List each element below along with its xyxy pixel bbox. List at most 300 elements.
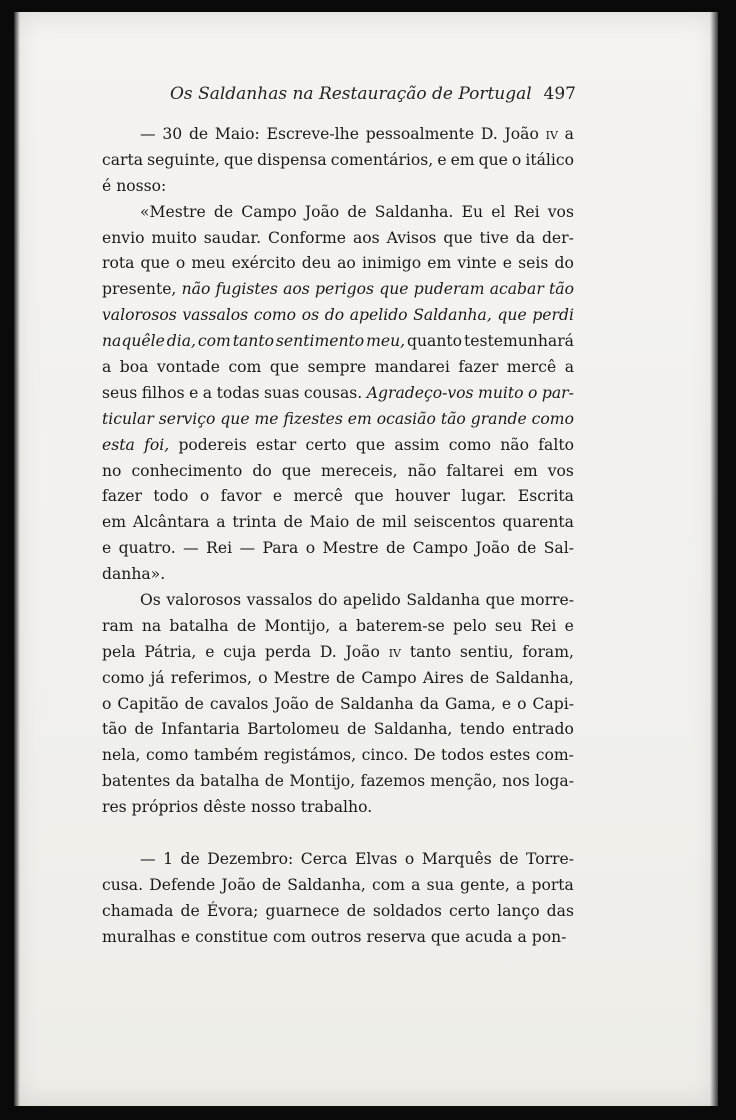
word: Conforme (268, 228, 347, 247)
word: que (269, 358, 300, 377)
text-line (102, 433, 574, 459)
word: de (386, 539, 406, 558)
word: que (478, 150, 508, 169)
word: de (335, 668, 356, 687)
word: Rei (513, 202, 540, 221)
word: cavalos (209, 694, 269, 713)
word: como (253, 306, 297, 325)
word: Alcântara (132, 513, 210, 532)
word: menção, (430, 772, 497, 791)
word: não (407, 461, 437, 480)
text-line (102, 148, 574, 174)
word: deu (301, 254, 332, 273)
word: já (150, 668, 165, 687)
word: comentários, (330, 150, 434, 169)
text-line (102, 795, 574, 821)
word: presente, (102, 280, 177, 299)
word: Torre- (526, 850, 574, 869)
word: filhos (141, 383, 185, 402)
text-line (102, 640, 574, 666)
word: Montijo, (264, 616, 331, 635)
word: João (475, 539, 510, 558)
running-title: Os Saldanhas na Restauração de Portugal (170, 84, 532, 104)
word: testemunhará (463, 332, 574, 351)
word: apelido (342, 591, 401, 610)
word: a (564, 358, 574, 377)
word: cousas. (303, 383, 363, 402)
text-line (102, 588, 574, 614)
word: Campo (361, 668, 417, 687)
word: em (102, 513, 127, 532)
word: tendo (459, 720, 505, 739)
word: entrado (512, 720, 574, 739)
word: nos (502, 772, 530, 791)
word: esta (102, 435, 135, 454)
word: grande (470, 409, 527, 428)
word: trinta (232, 513, 277, 532)
word: Escreve-lhe (266, 125, 359, 143)
word: itálico (525, 150, 574, 169)
word: tão (102, 720, 127, 739)
word: de (134, 720, 154, 739)
word: suas (264, 383, 300, 402)
word: e (205, 642, 215, 661)
word: fazer (458, 358, 499, 377)
word: Évora; (206, 901, 259, 920)
word: Defende (149, 875, 216, 894)
word: batentes (102, 772, 171, 791)
word: lanço (497, 901, 540, 920)
word: sentimento (275, 332, 365, 351)
word: mandarei (374, 358, 450, 377)
word: — (140, 125, 156, 143)
word: que (485, 591, 515, 610)
word: vos (547, 202, 574, 221)
word: Campo (241, 202, 297, 221)
word: el (491, 202, 506, 221)
word: do (252, 461, 272, 480)
word: cusa. (102, 875, 144, 894)
paragraph (102, 588, 574, 821)
word: de (314, 694, 334, 713)
word: De (413, 746, 436, 765)
word: carta (102, 150, 144, 169)
word: quatro. (118, 539, 176, 558)
word: de (236, 616, 257, 635)
word: pelo (453, 616, 487, 635)
word: Saldanha, (413, 306, 492, 325)
word: em (450, 150, 475, 169)
word: de (180, 901, 200, 920)
text-line (102, 899, 574, 925)
word: Sal- (543, 539, 574, 558)
text-line (102, 847, 574, 873)
word: envio (102, 228, 145, 247)
word: que (281, 461, 311, 480)
word: valorosos (166, 591, 242, 610)
word: perdi (532, 306, 574, 325)
text-line (102, 873, 574, 899)
word: Saldanha. (374, 202, 454, 221)
word: D. (319, 642, 337, 661)
word: pessoalmente (365, 125, 475, 143)
word: 30 (162, 125, 183, 143)
word: o (258, 668, 268, 687)
word: que (354, 487, 384, 506)
word: e (502, 254, 513, 273)
word: — (183, 539, 199, 558)
word: como (448, 435, 491, 454)
word: batalha (169, 616, 229, 635)
word: foram, (522, 642, 574, 661)
word: guarnece (265, 901, 340, 920)
word: vontade (156, 358, 220, 377)
word: meu (191, 254, 226, 273)
text-line (102, 743, 574, 769)
word: Dezembro: (207, 850, 294, 869)
word: sentiu, (459, 642, 514, 661)
word: também (193, 746, 259, 765)
word: Aires (422, 668, 464, 687)
word: mercê (506, 358, 557, 377)
text-line (102, 303, 574, 329)
text-line (102, 536, 574, 562)
word: — (239, 539, 256, 558)
word: Para (262, 539, 299, 558)
word: Campo (412, 539, 469, 558)
word: res (102, 798, 127, 817)
word: na (141, 616, 162, 635)
word: de (499, 850, 519, 869)
word: Elvas (354, 850, 398, 869)
word: mercê (293, 487, 343, 506)
word: de (184, 694, 204, 713)
word: vinte (457, 254, 497, 273)
word: de (356, 513, 376, 532)
word: «Mestre (140, 202, 206, 221)
word: que (379, 280, 409, 299)
word: e (189, 383, 199, 402)
word: Maio (309, 513, 350, 532)
word: os (301, 306, 320, 325)
word: João (274, 694, 309, 713)
word: do (318, 591, 338, 610)
word: der- (541, 228, 574, 247)
word: a (102, 358, 112, 377)
word: de (517, 539, 537, 558)
word: fazer (102, 487, 142, 506)
word: todos (440, 746, 484, 765)
word: serviço (158, 409, 216, 428)
word: de (264, 772, 284, 791)
word: todo (153, 487, 189, 506)
word: do (324, 306, 345, 325)
word: Bartolomeu (247, 720, 340, 739)
word: apelido (349, 306, 408, 325)
body-text (102, 122, 574, 951)
word: pon- (531, 927, 567, 946)
word: e (272, 487, 283, 506)
word: faltarei (446, 461, 504, 480)
word: porta (531, 875, 574, 894)
word: reserva (366, 927, 426, 946)
word: Infantaria (161, 720, 240, 739)
word: o (102, 694, 112, 713)
word: Os (140, 591, 161, 610)
word: com (372, 875, 405, 894)
word: certo (448, 901, 491, 920)
text-line (102, 251, 574, 277)
word: Pátria, (144, 642, 197, 661)
word: de (347, 202, 367, 221)
word: mil (382, 513, 407, 532)
word: como (146, 746, 189, 765)
text-line (102, 226, 574, 252)
word: que (140, 254, 170, 273)
word: inimigo (361, 254, 422, 273)
word: D. (480, 125, 498, 143)
text-line (102, 200, 574, 226)
word: mereceis, (321, 461, 398, 480)
word: e (564, 616, 574, 635)
word: o (517, 694, 527, 713)
word: Montijo, (289, 772, 356, 791)
word: Rei (206, 539, 233, 558)
word: de (188, 125, 209, 143)
word: baterem-se (356, 616, 445, 635)
word: acabar (489, 280, 544, 299)
word: sempre (307, 358, 367, 377)
word: cuja (223, 642, 257, 661)
word: Gama, (445, 694, 496, 713)
word: Capi- (532, 694, 574, 713)
word: seis (518, 254, 549, 273)
word: iv (388, 642, 401, 661)
scan-shadow-left (14, 12, 20, 1106)
word: acuda (465, 927, 513, 946)
word: — (140, 850, 156, 869)
word: nosso: (116, 176, 167, 195)
word: da (175, 772, 195, 791)
word: Saldanha (406, 591, 480, 610)
word: Eu (461, 202, 483, 221)
word: par- (541, 383, 574, 402)
text-line (102, 381, 574, 407)
word: do (554, 254, 574, 273)
word: favor (220, 487, 262, 506)
word: tive (479, 228, 509, 247)
word: e (102, 539, 112, 558)
word: o (528, 383, 538, 402)
word: de (469, 668, 490, 687)
word: tanto (409, 642, 452, 661)
word: referimos, (170, 668, 252, 687)
word: a (202, 383, 213, 402)
text-line (102, 614, 574, 640)
word: ao (337, 254, 356, 273)
word: estar (255, 435, 297, 454)
word: morre- (520, 591, 574, 610)
word: a (517, 927, 527, 946)
word: saudar. (203, 228, 262, 247)
word: de (213, 202, 234, 221)
word: lugar. (461, 487, 507, 506)
word: seguinte, (147, 150, 220, 169)
word: houver (395, 487, 450, 506)
word: que (443, 228, 473, 247)
word: ocasião (376, 409, 436, 428)
word: batalha (200, 772, 260, 791)
word: valorosos (102, 306, 177, 325)
word: estes (489, 746, 531, 765)
word: de (261, 875, 282, 894)
word: ram (102, 616, 134, 635)
paragraph (102, 200, 574, 588)
word: e (501, 694, 512, 713)
word: Capitão (117, 694, 179, 713)
word: como (531, 409, 574, 428)
text-line (102, 277, 574, 303)
section-gap (102, 821, 574, 847)
word: podereis (178, 435, 247, 454)
word: vos (547, 461, 574, 480)
word: de (346, 901, 366, 920)
word: Avisos (386, 228, 437, 247)
word: Agradeço-vos (366, 383, 474, 402)
word: próprios (131, 798, 199, 817)
word: João (221, 875, 256, 894)
word: de (347, 720, 367, 739)
word: meu, (366, 332, 406, 351)
scan-shadow-right (710, 12, 718, 1106)
word: a (516, 875, 526, 894)
word: Escrita (517, 487, 574, 506)
word: certo (305, 435, 347, 454)
text-line (102, 355, 574, 381)
word: Saldanha, (373, 720, 453, 739)
word: conhecimento (131, 461, 243, 480)
word: e (180, 927, 191, 946)
word: tão (549, 280, 574, 299)
word: a (564, 125, 574, 143)
word: seu (494, 616, 523, 635)
word: João (345, 642, 380, 661)
word: Saldanha (340, 694, 414, 713)
word: gente, (460, 875, 510, 894)
word: soldados (372, 901, 442, 920)
word: nosso (250, 798, 296, 817)
paragraph (102, 847, 574, 951)
word: muito (151, 228, 197, 247)
word: a (216, 513, 226, 532)
word: da (419, 694, 439, 713)
word: de (283, 513, 303, 532)
word: a (338, 616, 348, 635)
word: e (437, 150, 447, 169)
word: constitue (195, 927, 269, 946)
word: aos (352, 228, 380, 247)
word: boa (119, 358, 149, 377)
text-line (102, 174, 574, 200)
word: da (515, 228, 536, 247)
word: nela, (102, 746, 141, 765)
text-line (102, 925, 574, 951)
word: Rei (530, 616, 557, 635)
paragraph (102, 122, 574, 200)
word: puderam (413, 280, 485, 299)
word: como (102, 668, 145, 687)
word: que (223, 150, 254, 169)
word: em (347, 409, 372, 428)
word: quanto (407, 332, 463, 351)
word: com (197, 332, 231, 351)
word: a (411, 875, 421, 894)
text-line (102, 329, 574, 355)
word: fizestes (283, 409, 343, 428)
word: o (175, 254, 186, 273)
word: naquêle (102, 332, 165, 351)
word: assim (394, 435, 440, 454)
word: seus (102, 383, 138, 402)
word: é (102, 176, 112, 195)
word: que (497, 306, 527, 325)
word: no (102, 461, 122, 480)
word: dispensa (257, 150, 327, 169)
word: dêste (203, 798, 246, 817)
word: João (304, 202, 340, 221)
word: fazemos (360, 772, 426, 791)
word: Saldanha, (287, 875, 366, 894)
word: Marquês (421, 850, 492, 869)
word: o (404, 850, 415, 869)
word: perigos (315, 280, 375, 299)
word: seiscentos (413, 513, 496, 532)
page-header (170, 84, 576, 110)
word: não (181, 280, 211, 299)
word: que (220, 409, 250, 428)
word: Mestre (322, 539, 379, 558)
word: Mestre (273, 668, 330, 687)
word: vassalos (182, 306, 249, 325)
word: falto (538, 435, 574, 454)
word: foi, (144, 435, 170, 454)
text-line (102, 459, 574, 485)
word: outros (310, 927, 362, 946)
word: Saldanha, (495, 668, 574, 687)
text-line (102, 562, 574, 588)
word: cinco. (361, 746, 409, 765)
text-line (102, 717, 574, 743)
word: registámos, (263, 746, 357, 765)
word: não (500, 435, 529, 454)
word: com- (535, 746, 574, 765)
word: todas (216, 383, 260, 402)
word: em (427, 254, 452, 273)
word: pela (102, 642, 136, 661)
word: que (430, 927, 461, 946)
word: tão (440, 409, 466, 428)
word: o (305, 539, 316, 558)
word: trabalho. (300, 798, 373, 817)
text-line (102, 666, 574, 692)
word: exército (231, 254, 296, 273)
word: muito (478, 383, 524, 402)
page-number: 497 (543, 84, 576, 104)
word: João (504, 125, 539, 143)
text-line (102, 484, 574, 510)
word: aos (283, 280, 310, 299)
text-line (102, 407, 574, 433)
